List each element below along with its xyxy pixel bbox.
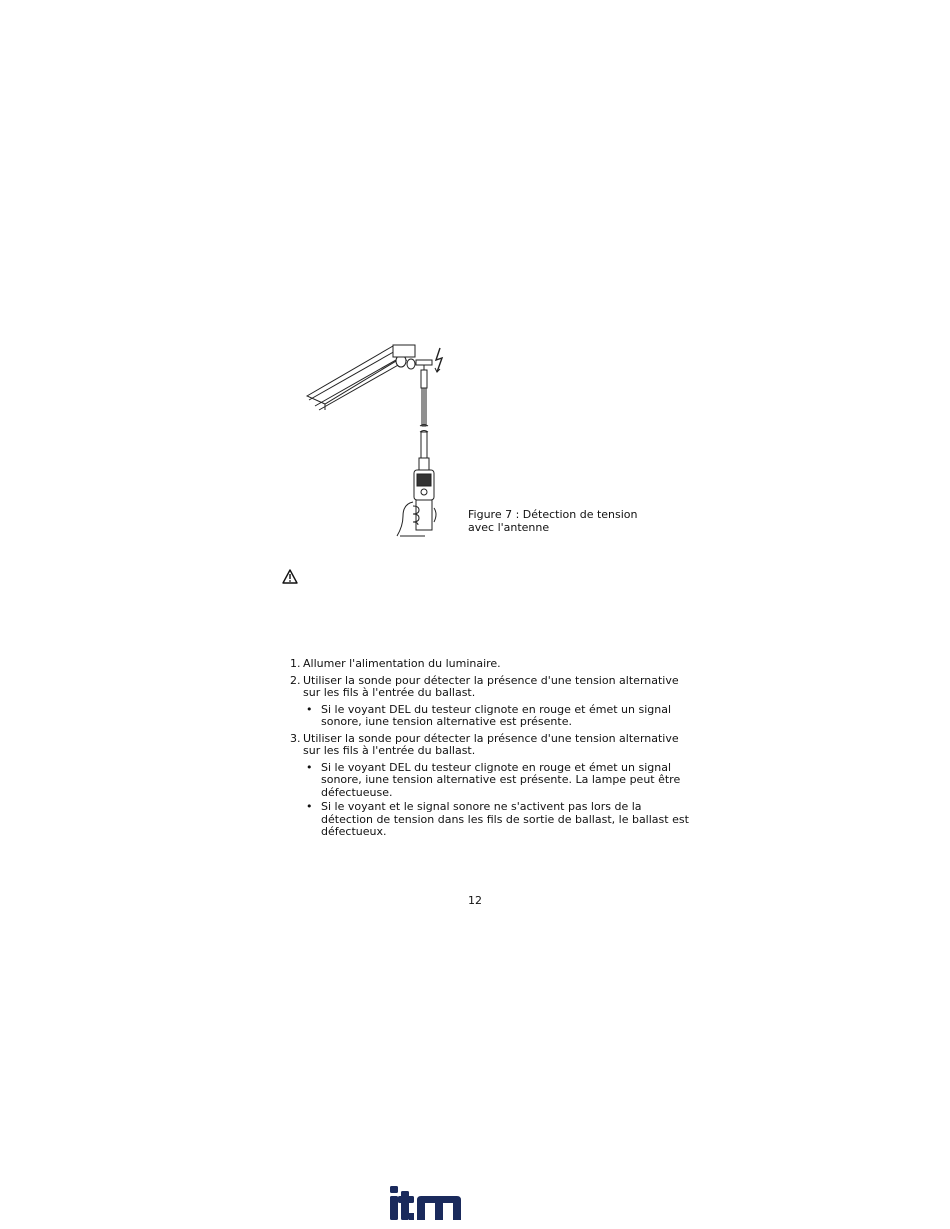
figure-caption-line-2: avec l'antenne: [468, 521, 550, 534]
bullet-item: [304, 762, 690, 800]
step-number: 1.: [290, 657, 301, 670]
bullet-dot: •: [306, 800, 313, 813]
bullet-dot: •: [306, 760, 313, 774]
figure-caption: [468, 508, 638, 534]
step-item: [290, 658, 690, 671]
step-bullets: [303, 762, 690, 839]
step-number: 2.: [290, 673, 301, 687]
bullet-item: [304, 704, 690, 729]
step-text: Utiliser la sonde pour détecter la présence d'une tension alternative sur les fils à l'entrée du ballast.: [303, 673, 679, 699]
warning-triangle-icon: [282, 569, 298, 584]
step-item: [290, 733, 690, 839]
step-text: Utiliser la sonde pour détecter la présence d'une tension alternative sur les fils à l'entrée du ballast.: [303, 731, 679, 757]
step-item: [290, 675, 690, 729]
fluorescent-fixture-voltage-test-illustration: [305, 342, 455, 538]
bullet-item: [304, 801, 690, 839]
step-text: Allumer l'alimentation du luminaire.: [303, 657, 501, 670]
step-number: 3.: [290, 731, 301, 745]
bullet-text: Si le voyant et le signal sonore ne s'activent pas lors de la détection de tension dans les fils de sortie de ballast, le ballast est défectueux.: [321, 800, 689, 838]
figure-caption-line-1: Figure 7 : Détection de tension: [468, 508, 638, 521]
bullet-text: Si le voyant DEL du testeur clignote en rouge et émet un signal sonore, iune tension alternative est présente. La lampe peut être défectueuse.: [321, 760, 681, 799]
itm-logo: [390, 1186, 464, 1220]
bullet-text: Si le voyant DEL du testeur clignote en rouge et émet un signal sonore, iune tension alternative est présente.: [321, 702, 672, 728]
bullet-dot: •: [306, 702, 313, 716]
procedure-steps: [290, 658, 690, 843]
page-number: 12: [468, 894, 482, 907]
step-bullets: [303, 704, 690, 729]
